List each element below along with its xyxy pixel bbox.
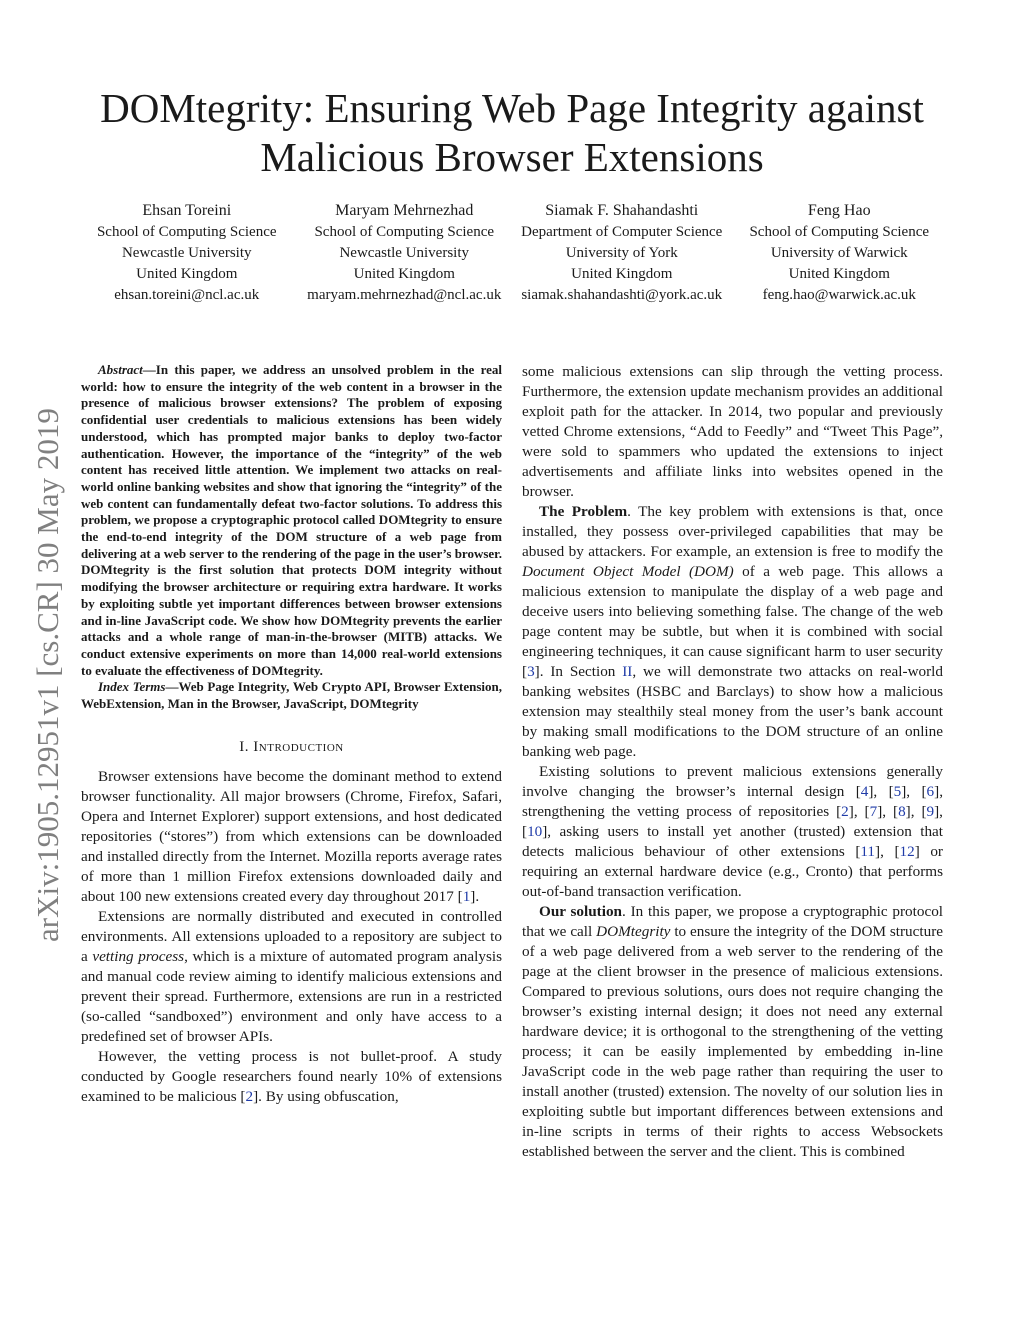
abstract-text: In this paper, we address an unsolved problem in the real world: how to ensure the integrity of the web content in a browser in the presence of malicious browser extensions? The problem of exposing confidential user credentials to malicious extensions has been widely understood, which has prompted major banks to deploy two-factor authentication. However, the importance of the “integrity” of the web content has received little attention. We implement two attacks on real-world online banking websites and show that ignoring the “integrity” of the web content can fundamentally defeat two-factor solutions. To address this problem, we propose a cryptographic protocol called DOMtegrity to ensure the end-to-end integrity of the DOM structure of a web page from delivering at a web server to the rendering of the page in the user’s browser. DOMtegrity is the first solution that protects DOM integrity without modifying the browser architecture or requiring extra hardware. It works by exploiting subtle yet important differences between browser extensions and in-line JavaScript code. We show how DOMtegrity prevents the earlier attacks and a whole range of man-in-the-browser (MITB) attacks. We conduct extensive experiments on more than 14,000 real-world extensions to evaluate the effectiveness of DOMtegrity. — [81, 362, 502, 678]
author-department: School of Computing Science — [96, 224, 277, 240]
index-terms-label: Index Terms — [98, 679, 166, 695]
author-university: University of York — [565, 245, 678, 261]
paragraph-text: ]. — [470, 887, 480, 905]
author-department: School of Computing Science — [314, 224, 495, 240]
run-in-heading: The Problem — [539, 503, 628, 520]
citation-link[interactable]: 8 — [898, 803, 906, 820]
author-1 — [78, 200, 296, 306]
citation-link[interactable]: 9 — [926, 803, 935, 820]
paragraph-text: ], [ — [901, 783, 927, 800]
paragraph-text: Existing solutions to prevent malicious extensions generally involve changing the browser’s internal design [ — [522, 763, 943, 800]
author-country: United Kingdom — [788, 266, 890, 282]
citation-link[interactable]: 2 — [245, 1087, 254, 1105]
abstract-label: Abstract — [98, 362, 143, 377]
paragraph-text: , which is a mixture of automated program analysis and manual code review aiming to identify malicious extensions and prevent their spread. Furthermore, extensions are run in a restricted (so-called “sandboxed”) environment and only have access to a predefined set of browser APIs. — [81, 947, 503, 1045]
author-name: Maryam Mehrnezhad — [335, 202, 474, 219]
author-4 — [731, 200, 949, 306]
section-heading — [81, 737, 502, 757]
index-terms — [81, 679, 502, 712]
paragraph-text: ], [ — [875, 843, 900, 860]
paragraph — [81, 907, 502, 1047]
paragraph-text: ], [ — [522, 803, 943, 840]
paragraph-text: some malicious extensions can slip through the vetting process. Furthermore, the extension update mechanism provides an additional exploit path for the attacker. In 2014, two popular and previously vetted Chrome extensions, “Add to Feedly” and “Tweet This Page”, were sold to spammers who updated the extensions to inject advertisements and affiliate links into websites opened in the browser. — [522, 363, 943, 500]
author-3 — [513, 200, 731, 306]
paragraph-text: ], [ — [848, 803, 870, 820]
paragraph-text: to ensure the integrity of the DOM structure of a web page delivered from a web server to the rendering of the page at the client browser in the presence of malicious extensions. Compared to previous solutions, ours does not require changing the browser’s existing internal design; it does not need any external hardware device; it is orthogonal to the strengthening of the vetting process; it can be easily implemented by embedding in-line JavaScript code in the web page rather than requiring the user to install another (trusted) extension. The novelty of our solution lies in exploiting subtle but important differences between extensions and in-line scripts in terms of their rights to access Websockets established between the server and the client. This is combined — [522, 923, 944, 1160]
paragraph-text: ]. By using obfuscation, — [253, 1087, 399, 1105]
paragraph — [81, 1047, 502, 1107]
paper-title: DOMtegrity: Ensuring Web Page Integrity against Malicious Browser Extensions — [100, 85, 924, 180]
author-university: Newcastle University — [339, 245, 470, 261]
citation-link[interactable]: 4 — [860, 783, 869, 800]
author-email: feng.hao@warwick.ac.uk — [762, 287, 916, 303]
section-number: I. — [239, 738, 250, 755]
paragraph-text: ]. In Section — [534, 663, 623, 680]
citation-link[interactable]: 5 — [893, 783, 902, 800]
paragraph — [522, 362, 943, 502]
arxiv-stamp: arXiv:1905.12951v1 [cs.CR] 30 May 2019 — [30, 408, 65, 942]
author-2 — [296, 200, 514, 306]
citation-link[interactable]: 6 — [926, 783, 935, 800]
emphasis-text: Document Object Model (DOM) — [522, 563, 734, 580]
abstract — [81, 362, 502, 679]
paragraph-text: However, the vetting process is not bullet-proof. A study conducted by Google researchers found nearly 10% of extensions examined to be malicious [ — [81, 1047, 502, 1105]
left-column — [81, 362, 502, 1107]
author-name: Feng Hao — [807, 202, 871, 219]
citation-link[interactable]: 11 — [860, 843, 876, 860]
section-title: Introduction — [253, 738, 344, 755]
paragraph — [522, 902, 943, 1162]
citation-link[interactable]: 12 — [899, 843, 915, 860]
paragraph-text: ], strengthening the vetting process of repositories [ — [522, 783, 943, 820]
author-name: Ehsan Toreini — [142, 202, 232, 219]
emphasis-text: vetting process — [92, 947, 185, 965]
author-name: Siamak F. Shahandashti — [545, 202, 699, 219]
author-country: United Kingdom — [136, 266, 238, 282]
run-in-heading: Our solution — [539, 903, 622, 920]
index-terms-separator: — — [165, 679, 179, 695]
author-block — [78, 200, 948, 306]
author-email: ehsan.toreini@ncl.ac.uk — [114, 287, 260, 303]
abstract-separator: — — [142, 362, 156, 377]
paragraph-text: . In this paper, we propose a cryptographic protocol that we call — [522, 903, 944, 940]
paragraph-text: ], [ — [868, 783, 894, 800]
author-email: maryam.mehrnezhad@ncl.ac.uk — [307, 287, 502, 303]
author-country: United Kingdom — [571, 266, 673, 282]
author-university: Newcastle University — [121, 245, 252, 261]
author-country: United Kingdom — [353, 266, 455, 282]
citation-link[interactable]: 3 — [527, 663, 535, 680]
paragraph-text: . The key problem with extensions is that, once installed, they possess over-privileged capabilities that may be abused by attackers. For example, an extension is free to modify the — [522, 503, 943, 560]
citation-link[interactable]: 10 — [527, 823, 543, 840]
paragraph-text: ], [ — [905, 803, 927, 820]
paragraph-text: ], asking users to install yet another (trusted) extension that detects malicious behaviour of other extensions [ — [522, 823, 943, 860]
citation-link[interactable]: 7 — [869, 803, 878, 820]
paragraph-text: , we will demonstrate two attacks on real-world banking websites (HSBC and Barclays) to show how a malicious extension may stealthily steal money from the user’s bank account by making small modifications to the DOM structure of an online banking web page. — [522, 663, 944, 760]
citation-link[interactable]: 2 — [841, 803, 849, 820]
author-university: University of Warwick — [770, 245, 908, 261]
index-terms-text: Web Page Integrity, Web Crypto API, Browser Extension, WebExtension, Man in the Browser, JavaScript, DOMtegrity — [81, 679, 502, 712]
emphasis-text: DOMtegrity — [596, 923, 671, 940]
paragraph — [522, 502, 943, 762]
paragraph — [522, 762, 943, 902]
paragraph — [81, 767, 502, 907]
author-department: School of Computing Science — [749, 224, 930, 240]
paragraph-text: ] or requiring an external hardware device (e.g., Cronto) that performs out-of-band transaction verification. — [522, 843, 943, 900]
author-department: Department of Computer Science — [521, 224, 723, 240]
right-column — [522, 362, 943, 1162]
paragraph-text: ], [ — [877, 803, 899, 820]
citation-link[interactable]: 1 — [462, 887, 471, 905]
section-link[interactable]: II — [622, 663, 633, 680]
author-email: siamak.shahandashti@york.ac.uk — [521, 287, 723, 303]
paragraph-text: of a web page. This allows a malicious extension to manipulate the display of a web page and deceive users into believing something false. The change of the web page content may be subtle, but when it is combined with social engineering techniques, it can cause significant harm to user security [ — [522, 563, 944, 680]
paragraph-text: Extensions are normally distributed and executed in controlled environments. All extensions uploaded to a repository are subject to a — [81, 907, 502, 965]
paragraph-text: Browser extensions have become the dominant method to extend browser functionality. All major browsers (Chrome, Firefox, Safari, Opera and Internet Explorer) support extensions, and host dedicated repositories (“stores”) from which extensions can be downloaded and installed directly from the Internet. Mozilla reports average rates of more than 1 million Firefox extensions downloaded daily and about 100 new extensions created every day throughout 2017 [ — [81, 767, 502, 905]
